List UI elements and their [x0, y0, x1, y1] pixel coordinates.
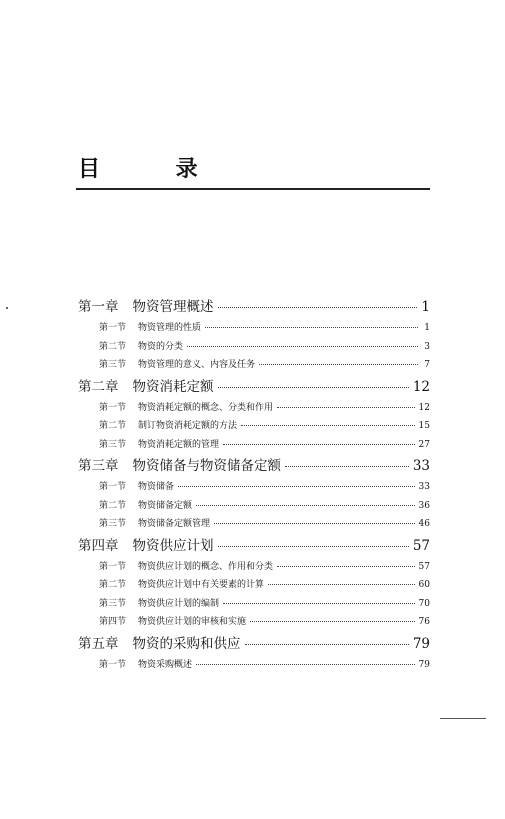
dot-leader — [214, 523, 415, 524]
page-number: 33 — [418, 482, 430, 492]
section-title: 物资消耗定额的概念、分类和作用 — [138, 402, 274, 413]
section-number: 第一节 — [99, 561, 127, 572]
dot-leader — [218, 307, 418, 308]
dot-leader — [285, 466, 409, 467]
section-number: 第二节 — [99, 341, 127, 352]
dot-leader — [196, 505, 415, 506]
dot-leader — [245, 644, 409, 645]
toc-chapter-row[interactable] — [78, 632, 430, 656]
chapter-title: 物资供应计划 — [132, 537, 214, 554]
section-number: 第一节 — [99, 482, 127, 492]
page-number: 76 — [418, 617, 430, 627]
dot-leader — [250, 621, 415, 622]
page-number: 12 — [412, 378, 430, 395]
toc-section-row[interactable] — [78, 558, 430, 577]
dot-leader — [223, 603, 415, 604]
toc-section-row[interactable] — [78, 399, 430, 418]
page-number: 33 — [412, 458, 430, 474]
section-number: 第二节 — [99, 421, 127, 431]
chapter-number: 第五章 — [78, 635, 119, 652]
page-number: 27 — [418, 439, 430, 450]
section-title: 物资供应计划的审核和实施 — [138, 617, 247, 627]
section-title: 物资供应计划的概念、作用和分类 — [138, 561, 274, 572]
section-title: 物资供应计划中有关要素的计算 — [138, 580, 265, 590]
chapter-number: 第四章 — [78, 537, 119, 554]
section-title: 物资供应计划的编制 — [138, 598, 220, 609]
toc-section-row[interactable] — [78, 417, 430, 436]
section-number: 第一节 — [99, 323, 127, 333]
table-of-contents — [78, 295, 430, 674]
section-title: 物资储备定额 — [138, 500, 193, 511]
section-number: 第四节 — [99, 617, 127, 627]
page-number: 3 — [424, 341, 430, 352]
dot-leader — [259, 364, 418, 365]
toc-chapter-row[interactable] — [78, 454, 430, 478]
toc-section-row[interactable] — [78, 338, 430, 357]
page-number: 79 — [412, 635, 430, 652]
page-number: 57 — [412, 537, 430, 554]
section-number: 第二节 — [99, 580, 127, 590]
page-number: 79 — [418, 659, 430, 670]
margin-speck — [6, 307, 8, 309]
chapter-title: 物资储备与物资储备定额 — [132, 458, 281, 474]
dot-leader — [178, 486, 415, 487]
chapter-title: 物资的采购和供应 — [132, 635, 241, 652]
toc-section-row[interactable] — [78, 478, 430, 497]
toc-section-row[interactable] — [78, 515, 430, 534]
section-number: 第二节 — [99, 500, 127, 511]
dot-leader — [277, 566, 415, 567]
section-title: 物资消耗定额的管理 — [138, 439, 220, 450]
section-title: 物资采购概述 — [138, 659, 193, 670]
chapter-number: 第三章 — [78, 458, 119, 474]
toc-section-row[interactable] — [78, 613, 430, 632]
section-title: 物资储备定额管理 — [138, 519, 211, 529]
toc-section-row[interactable] — [78, 576, 430, 595]
page-number: 1 — [421, 299, 430, 315]
toc-section-row[interactable] — [78, 656, 430, 675]
page-number: 60 — [418, 580, 430, 590]
toc-chapter-row[interactable] — [78, 375, 430, 399]
page-number: 12 — [418, 402, 430, 413]
page-number: 57 — [418, 561, 430, 572]
toc-section-row[interactable] — [78, 356, 430, 375]
section-number: 第三节 — [99, 360, 127, 370]
chapter-number: 第一章 — [78, 299, 119, 315]
dot-leader — [196, 664, 415, 665]
toc-section-row[interactable] — [78, 497, 430, 516]
toc-chapter-row[interactable] — [78, 295, 430, 319]
page-number: 46 — [418, 519, 430, 529]
dot-leader — [218, 387, 409, 388]
section-title: 物资管理的意义、内容及任务 — [138, 360, 256, 370]
dot-leader — [205, 327, 418, 328]
section-title: 物资的分类 — [138, 341, 184, 352]
page-number: 7 — [424, 360, 430, 370]
toc-section-row[interactable] — [78, 595, 430, 614]
bottom-rule — [440, 718, 486, 719]
toc-section-row[interactable] — [78, 319, 430, 338]
page-number: 70 — [418, 598, 430, 609]
section-number: 第一节 — [99, 659, 127, 670]
chapter-title: 物资消耗定额 — [132, 378, 214, 395]
toc-chapter-row[interactable] — [78, 534, 430, 558]
section-number: 第三节 — [99, 439, 127, 450]
section-title: 制订物资消耗定额的方法 — [138, 421, 238, 431]
section-number: 第三节 — [99, 519, 127, 529]
page-number: 36 — [418, 500, 430, 511]
section-title: 物资储备 — [138, 482, 175, 492]
title-rule — [76, 188, 430, 190]
dot-leader — [277, 407, 415, 408]
dot-leader — [268, 584, 415, 585]
page-title: 目 录 — [78, 157, 232, 182]
toc-section-row[interactable] — [78, 436, 430, 455]
chapter-number: 第二章 — [78, 378, 119, 395]
dot-leader — [223, 444, 415, 445]
section-number: 第三节 — [99, 598, 127, 609]
dot-leader — [241, 425, 415, 426]
chapter-title: 物资管理概述 — [132, 299, 214, 315]
section-title: 物资管理的性质 — [138, 323, 202, 333]
page-number: 1 — [424, 323, 430, 333]
dot-leader — [187, 346, 418, 347]
page-number: 15 — [418, 421, 430, 431]
dot-leader — [218, 546, 409, 547]
section-number: 第一节 — [99, 402, 127, 413]
